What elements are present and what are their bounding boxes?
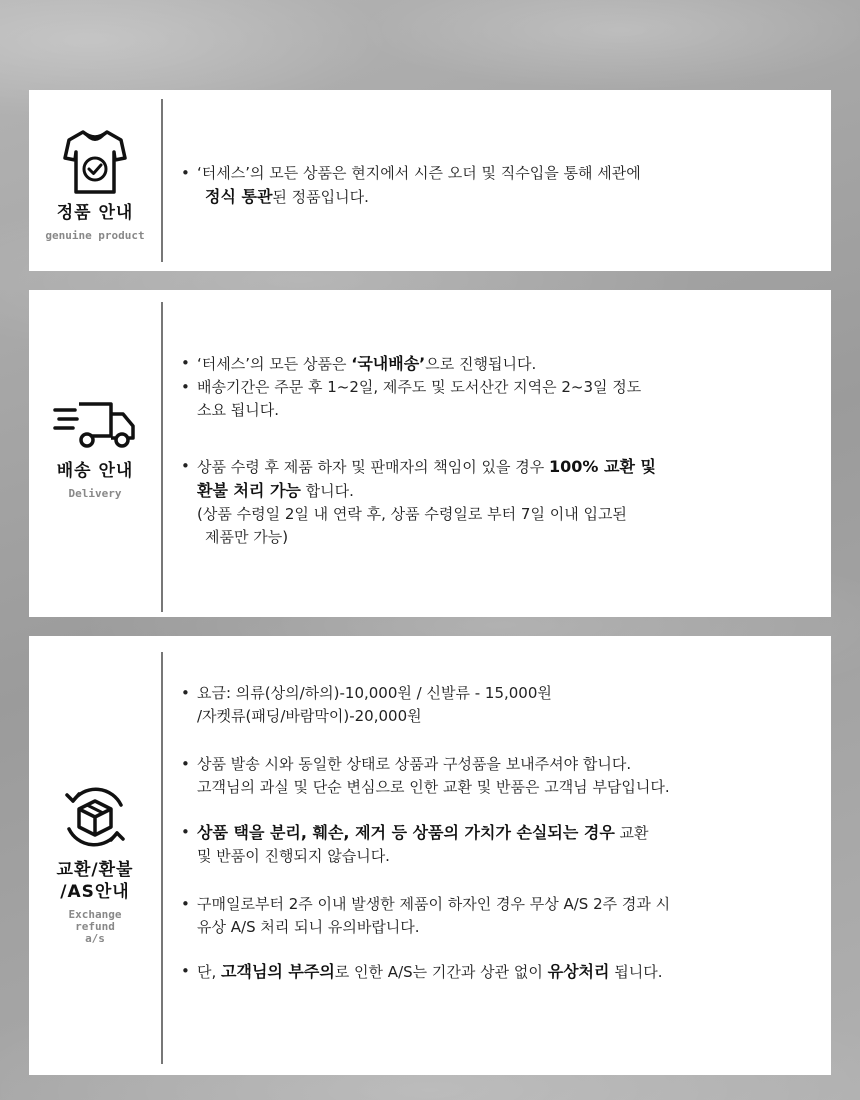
exchange-panel (29, 636, 831, 1075)
list-item (181, 455, 825, 549)
delivery-truck-icon (53, 400, 137, 450)
delivery-item2-line2: 소요 됩니다. (197, 401, 279, 419)
exchange-item1-line1: • 요금: 의류(상의/하의)-10,000원 / 신발류 - 15,000원 (197, 684, 552, 702)
list-item (181, 682, 825, 728)
delivery-panel (29, 290, 831, 617)
delivery-item1-post: 으로 진행됩니다. (425, 355, 537, 373)
exchange-item3-line2: 및 반품이 진행되지 않습니다. (197, 847, 390, 865)
genuine-product-panel (29, 90, 831, 271)
exchange-item5-bold2: 유상처리 (547, 962, 610, 981)
delivery-item1-bold: ‘국내배송’ (351, 354, 426, 373)
exchange-subtitle1: Exchange (68, 908, 122, 921)
genuine-line2: 된 정품입니다. (272, 188, 369, 206)
divider (161, 652, 163, 1064)
genuine-side (29, 126, 161, 242)
exchange-item5-post: 됩니다. (609, 963, 663, 981)
list-item (181, 753, 825, 799)
exchange-item2-line2: 고객님의 과실 및 단순 변심으로 인한 교환 및 반품은 고객님 부담입니다. (197, 778, 670, 796)
exchange-item4-line2: 유상 A/S 처리 되니 유의바랍니다. (197, 918, 420, 936)
delivery-item3-bold2: 환불 처리 가능 (197, 481, 301, 500)
list-item (181, 821, 825, 868)
delivery-item3-post: 합니다. (300, 482, 354, 500)
delivery-subtitle: Delivery (68, 487, 122, 500)
exchange-item3-rest: 교환 (614, 824, 649, 842)
delivery-item1-text: ‘터세스’의 모든 상품은 (197, 355, 352, 373)
delivery-item2-line1: • 배송기간은 주문 후 1~2일, 제주도 및 도서산간 지역은 2~3일 정도 (197, 378, 642, 396)
delivery-body (181, 352, 825, 549)
exchange-item5-pre: 단, (197, 963, 222, 981)
divider (161, 99, 163, 262)
exchange-body (181, 682, 825, 984)
box-exchange-icon (59, 781, 131, 853)
tshirt-check-icon (63, 126, 127, 196)
delivery-item3-bold1: 100% 교환 및 (548, 457, 656, 476)
delivery-item3-note2: 제품만 가능) (205, 528, 289, 546)
list-item (181, 162, 825, 209)
delivery-title: 배송 안내 (56, 461, 134, 481)
list-item (181, 376, 825, 422)
exchange-side (29, 781, 161, 945)
genuine-body (181, 162, 825, 209)
genuine-subtitle: genuine product (45, 229, 145, 242)
exchange-title-line2: /AS안내 (60, 882, 130, 902)
list-item (181, 352, 825, 376)
exchange-item4-line1: • 구매일로부터 2주 이내 발생한 제품이 하자인 경우 무상 A/S 2주 경과 시 (197, 895, 671, 913)
divider (161, 302, 163, 612)
genuine-title: 정품 안내 (56, 203, 134, 223)
exchange-item5-mid: 로 인한 A/S는 기간과 상관 없이 (334, 963, 548, 981)
delivery-item3-text: 상품 수령 후 제품 하자 및 판매자의 책임이 있을 경우 (197, 458, 549, 476)
exchange-item2-line1: • 상품 발송 시와 동일한 상태로 상품과 구성품을 보내주셔야 합니다. (197, 755, 632, 773)
exchange-title-line1: 교환/환불 (56, 860, 134, 880)
exchange-item1-line2: /자켓류(패딩/바람막이)-20,000원 (197, 707, 422, 725)
delivery-side (29, 400, 161, 500)
genuine-line1: • ‘터세스’의 모든 상품은 현지에서 시즌 오더 및 직수입을 통해 세관에 (197, 164, 641, 182)
genuine-bold: 정식 통관 (205, 187, 273, 206)
list-item (181, 893, 825, 939)
exchange-subtitle2: refund (75, 920, 115, 933)
delivery-item3-note1: (상품 수령일 2일 내 연락 후, 상품 수령일로 부터 7일 이내 입고된 (197, 505, 627, 523)
exchange-item3-bold: 상품 택을 분리, 훼손, 제거 등 상품의 가치가 손실되는 경우 (197, 823, 615, 842)
exchange-subtitle3: a/s (85, 932, 105, 945)
exchange-item5-bold1: 고객님의 부주의 (221, 962, 335, 981)
list-item (181, 960, 825, 984)
